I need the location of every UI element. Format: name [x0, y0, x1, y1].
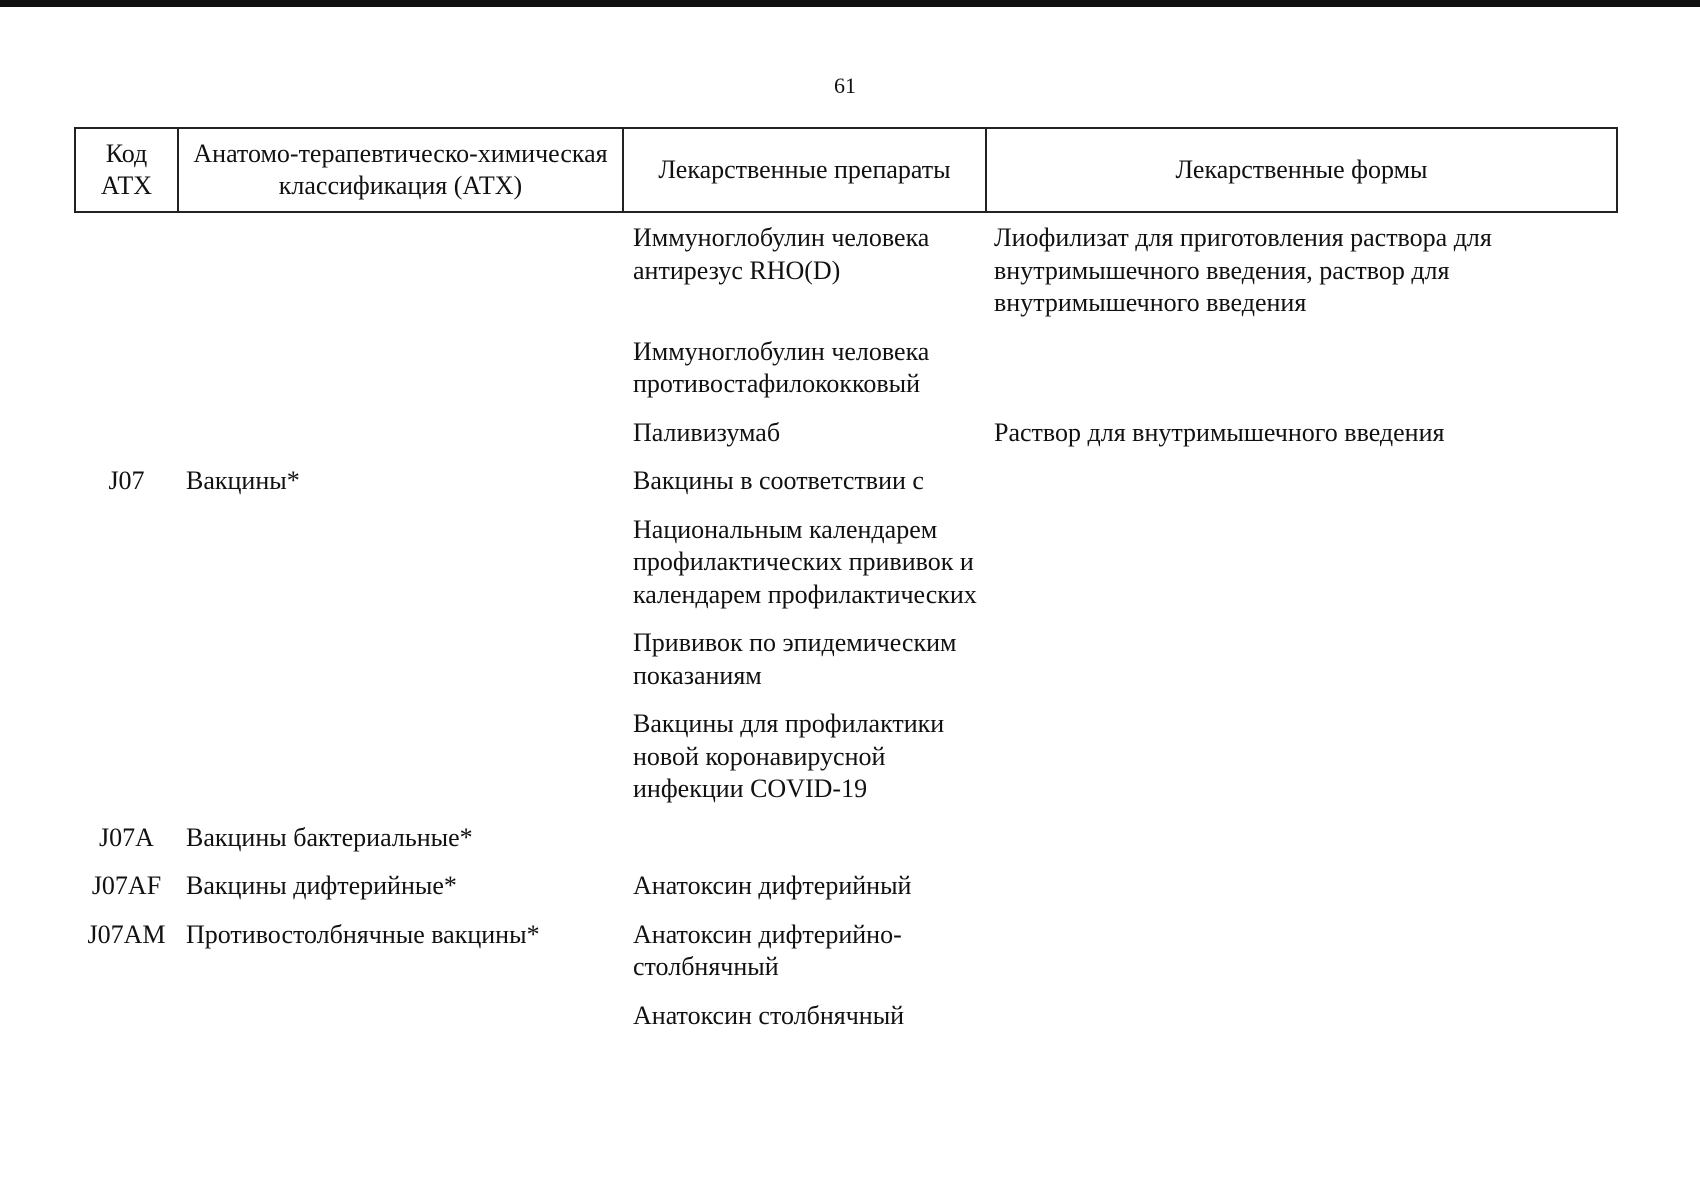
header-forms: Лекарственные формы — [986, 128, 1617, 212]
cell-classification — [178, 212, 623, 336]
cell-code — [75, 336, 178, 417]
cell-classification: Вакцины бактериальные* — [186, 822, 473, 852]
cell-code — [75, 212, 178, 336]
page-number: 61 — [834, 73, 856, 98]
cell-classification: Вакцины дифтерийные* — [186, 871, 457, 900]
cell-form — [986, 1000, 1617, 1049]
header-row — [75, 128, 1617, 212]
table-row — [75, 627, 1617, 708]
cell-form — [986, 708, 1617, 822]
cell-classification — [178, 1000, 623, 1049]
cell-drug: Анатоксин дифтерийно-столбнячный — [633, 919, 902, 981]
table-row — [75, 822, 1617, 871]
cell-drug: Иммуноглобулин человека антирезус RHO(D) — [633, 223, 930, 285]
table-header — [75, 128, 1617, 212]
cell-drug: Анатоксин столбнячный — [633, 1000, 905, 1030]
table-row — [75, 417, 1617, 466]
cell-code — [75, 514, 178, 628]
cell-form — [986, 870, 1617, 919]
cell-form — [986, 514, 1617, 628]
cell-form: Лиофилизат для приготовления раствора для внутримышечного введения, раствор для внутримышечного введения — [994, 223, 1492, 317]
cell-drug: Вакцины для профилактики новой коронавирусной инфекции COVID-19 — [633, 709, 945, 803]
cell-classification: Противостолбнячные вакцины* — [186, 919, 540, 949]
cell-code: J07A — [99, 822, 154, 852]
cell-code — [75, 417, 178, 466]
table-row — [75, 919, 1617, 1000]
top-border-rule — [0, 0, 1700, 7]
cell-classification — [178, 417, 623, 466]
cell-classification — [178, 514, 623, 628]
cell-form — [986, 919, 1617, 1000]
header-code: Код АТХ — [75, 128, 178, 212]
cell-drug: Паливизумаб — [633, 417, 781, 447]
cell-form — [986, 627, 1617, 708]
table-row — [75, 465, 1617, 514]
table-row — [75, 212, 1617, 336]
cell-drug: Национальным календарем профилактических прививок и календарем профилактических — [633, 514, 977, 609]
cell-classification: Вакцины* — [186, 466, 300, 495]
cell-classification — [178, 708, 623, 822]
table-row — [75, 1000, 1617, 1049]
cell-classification — [178, 336, 623, 417]
cell-code — [75, 708, 178, 822]
cell-drug — [623, 822, 986, 871]
cell-code: J07AF — [91, 871, 162, 900]
table-row — [75, 336, 1617, 417]
atx-table — [74, 127, 1618, 1048]
cell-code: J07 — [108, 466, 145, 495]
cell-drug: Прививок по эпидемическим показаниям — [633, 628, 957, 690]
cell-drug: Вакцины в соответствии с — [633, 466, 924, 495]
table-row — [75, 514, 1617, 628]
cell-form — [986, 336, 1617, 417]
table-body — [75, 212, 1617, 1048]
cell-form: Раствор для внутримышечного введения — [994, 417, 1445, 447]
cell-code: J07AM — [87, 919, 166, 949]
header-classification: Анатомо-терапевтическо-химическая классификация (АТХ) — [178, 128, 623, 212]
cell-code — [75, 1000, 178, 1049]
cell-drug: Анатоксин дифтерийный — [633, 871, 912, 900]
cell-form — [986, 822, 1617, 871]
cell-drug: Иммуноглобулин человека противостафилококковый — [633, 336, 930, 398]
header-drugs: Лекарственные препараты — [623, 128, 986, 212]
cell-form — [986, 465, 1617, 514]
table-row — [75, 708, 1617, 822]
cell-classification — [178, 627, 623, 708]
table-row — [75, 870, 1617, 919]
cell-code — [75, 627, 178, 708]
